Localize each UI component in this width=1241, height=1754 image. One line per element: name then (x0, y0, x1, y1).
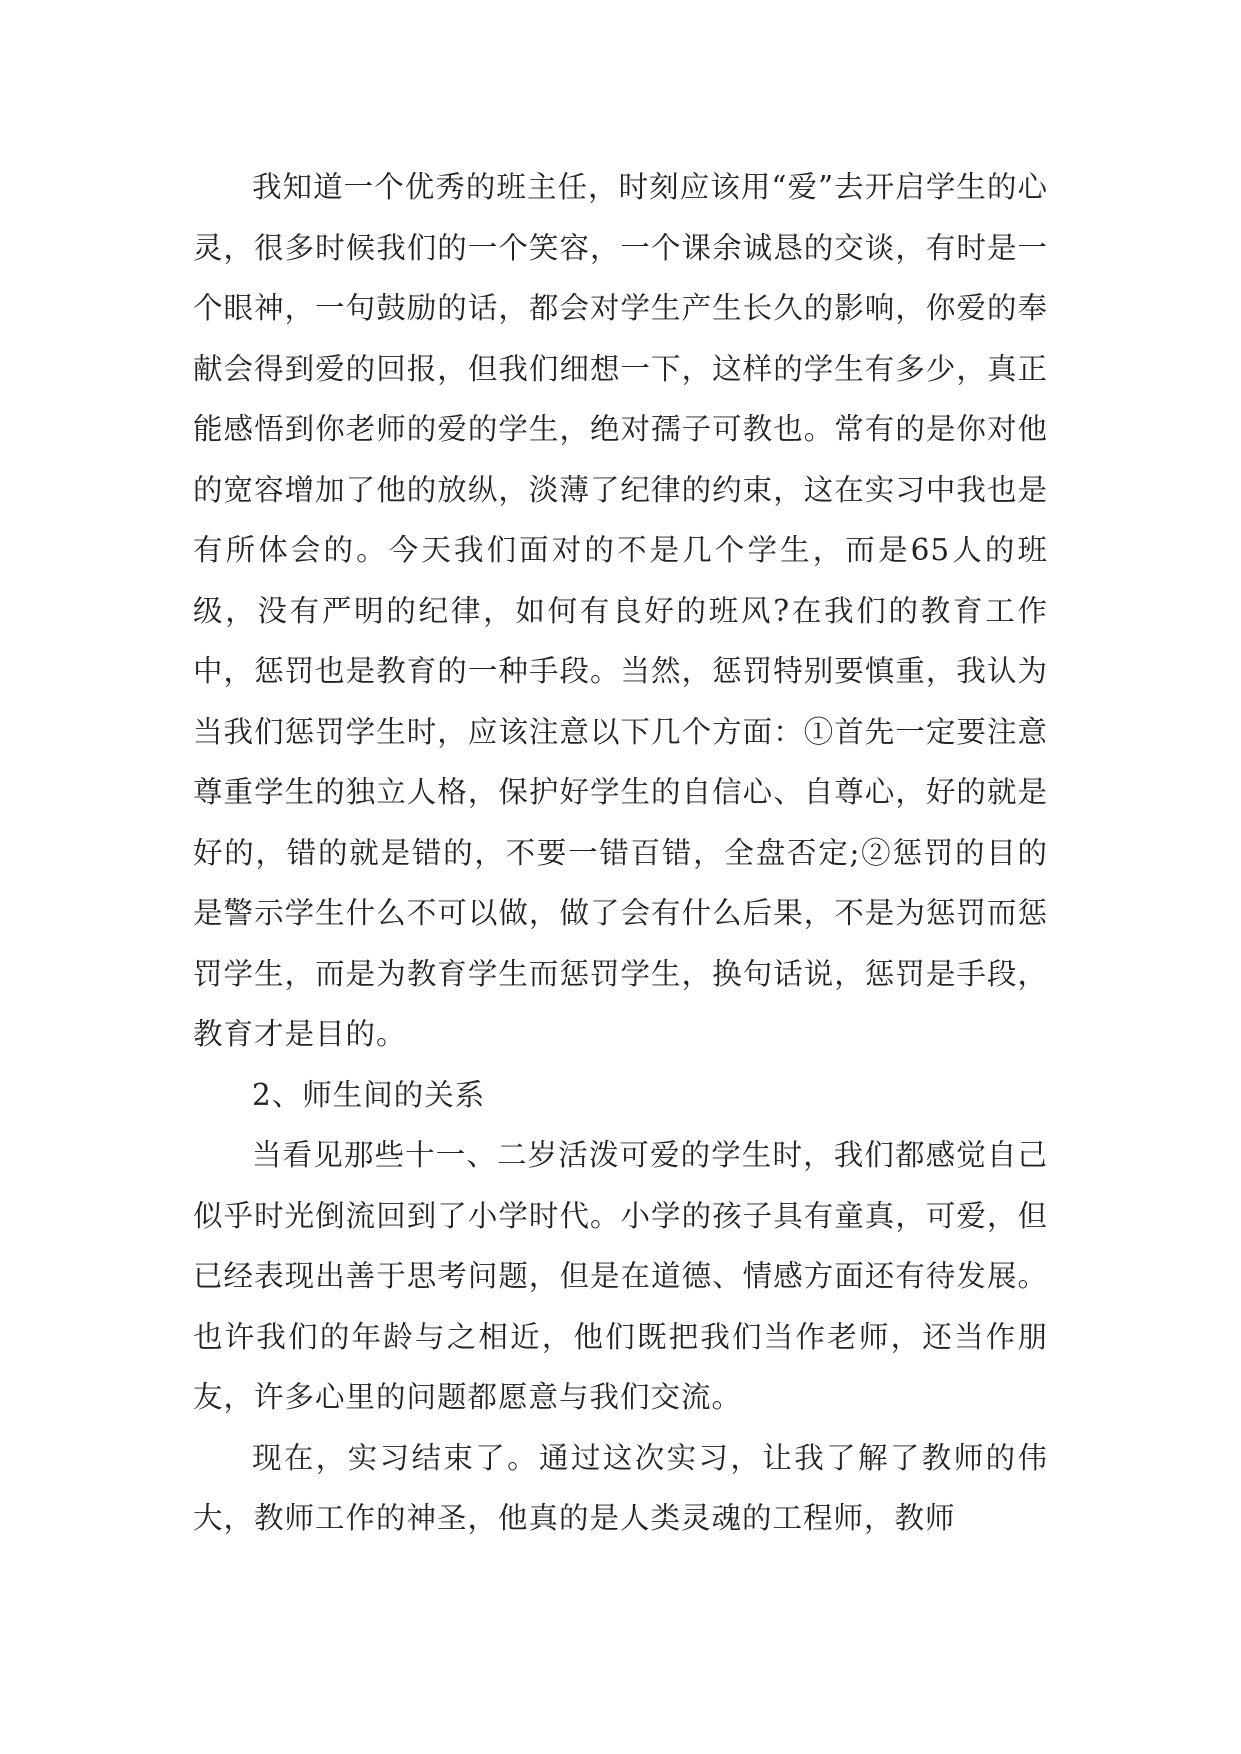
section-heading-teacher-student-relationship: 2、师生间的关系 (252, 1077, 486, 1112)
paragraph-teacher-student-relationship: 当看见那些十一、二岁活泼可爱的学生时，我们都感觉自己似乎时光倒流回到了小学时代。小学的孩子具有童真，可爱，但已经表现出善于思考问题，但是在道德、情感方面还有待发展。也许我们的年龄与之相近，他们既把我们当作老师，还当作朋友，许多心里的问题都愿意与我们交流。 (193, 1138, 1048, 1414)
paragraph-classroom-discipline: 我知道一个优秀的班主任，时刻应该用“爱”去开启学生的心灵，很多时候我们的一个笑容，一个课余诚恳的交谈，有时是一个眼神，一句鼓励的话，都会对学生产生长久的影响，你爱的奉献会得到爱的回报，但我们细想一下，这样的学生有多少，真正能感悟到你老师的爱的学生，绝对孺子可教也。常有的是你对他的宽容增加了他的放纵，淡薄了纪律的约束，这在实习中我也是有所体会的。今天我们面对的不是几个学生，而是65人的班级，没有严明的纪律，如何有良好的班风?在我们的教育工作中，惩罚也是教育的一种手段。当然，惩罚特别要慎重，我认为当我们惩罚学生时，应该注意以下几个方面：①首先一定要注意尊重学生的独立人格，保护好学生的自信心、自尊心，好的就是好的，错的就是错的，不要一错百错，全盘否定;②惩罚的目的是警示学生什么不可以做，做了会有什么后果，不是为惩罚而惩罚学生，而是为教育学生而惩罚学生，换句话说，惩罚是手段，教育才是目的。 (193, 170, 1048, 1051)
paragraph-internship-conclusion: 现在，实习结束了。通过这次实习，让我了解了教师的伟大，教师工作的神圣，他真的是人类灵魂的工程师，教师 (193, 1440, 1048, 1535)
document-body (193, 157, 1048, 1549)
